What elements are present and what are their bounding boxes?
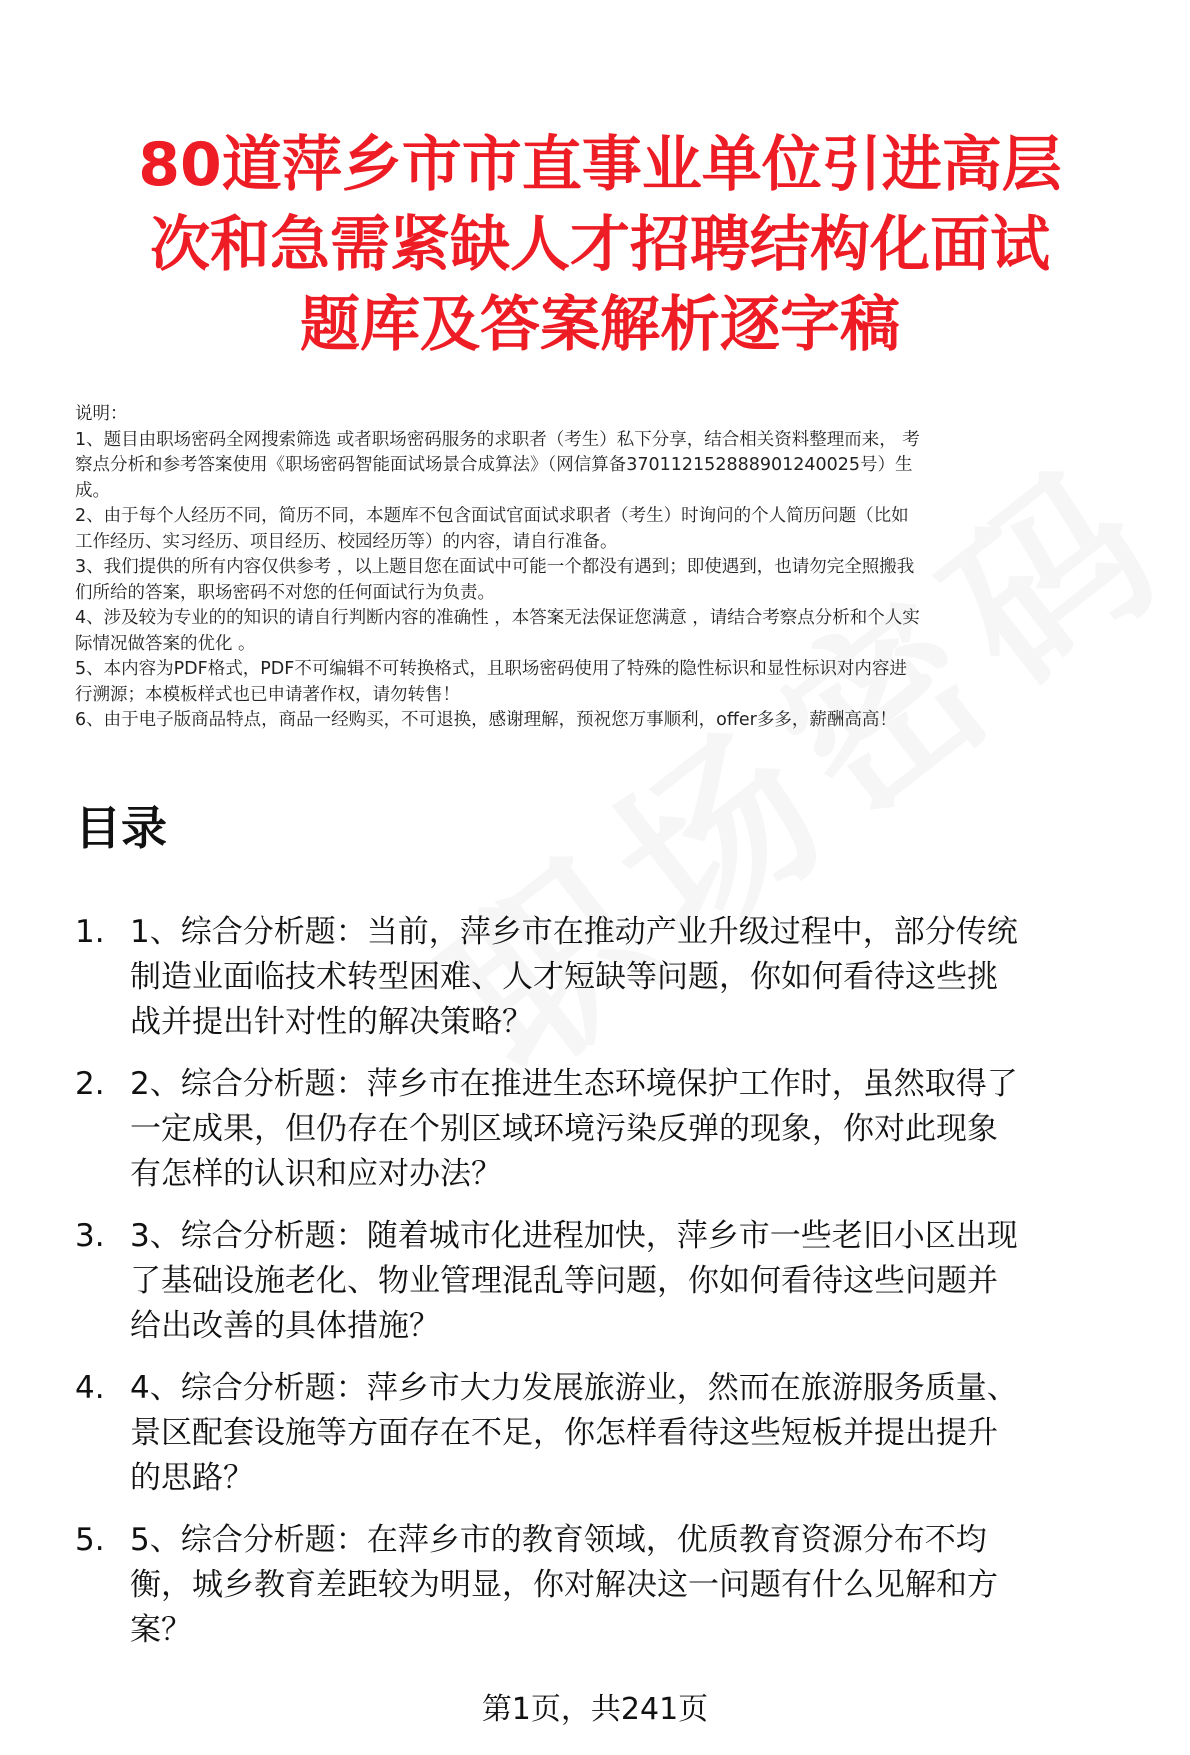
- notes-line: 2、由于每个人经历不同，简历不同，本题库不包含面试官面试求职者（考生）时询问的个人简历问题（比如: [75, 506, 909, 526]
- notes-line: 说明：: [75, 404, 128, 424]
- toc-item-line: 1、综合分析题：当前，萍乡市在推动产业升级过程中，部分传统: [130, 914, 1018, 950]
- toc-item[interactable]: [75, 1518, 1175, 1653]
- toc-item-line: 衡，城乡教育差距较为明显，你对解决这一问题有什么见解和方: [130, 1567, 998, 1603]
- notes-line: 4、涉及较为专业的的知识的请自行判断内容的准确性 ，本答案无法保证您满意 ，请结合考察点分析和个人实: [75, 608, 920, 628]
- toc-item-line: 2、综合分析题：萍乡市在推进生态环境保护工作时，虽然取得了: [130, 1066, 1018, 1102]
- notes-line: 5、本内容为PDF格式，PDF不可编辑不可转换格式，且职场密码使用了特殊的隐性标识和显性标识对内容进: [75, 659, 907, 679]
- notes-line: 工作经历、实习经历、项目经历、校园经历等）的内容，请自行准备。: [75, 531, 618, 552]
- toc-item[interactable]: [75, 910, 1175, 1045]
- notes-line: 3、我们提供的所有内容仅供参考 ，以上题目您在面试中可能一个都没有遇到；即使遇到，也请勿完全照搬我: [75, 557, 915, 577]
- toc-item-line: 4、综合分析题：萍乡市大力发展旅游业，然而在旅游服务质量、: [130, 1370, 1018, 1406]
- toc-item-line: 有怎样的认识和应对办法？: [130, 1156, 502, 1192]
- title-line: 次和急需紧缺人才招聘结构化面试: [150, 210, 1050, 280]
- toc-item-number: 3.: [75, 1218, 105, 1254]
- table-of-contents: [75, 910, 1175, 1670]
- toc-item-line: 制造业面临技术转型困难、人才短缺等问题，你如何看待这些挑: [130, 959, 998, 995]
- toc-item-number: 5.: [75, 1522, 105, 1558]
- notes-line: 际情况做答案的优化 。: [75, 633, 256, 654]
- toc-item-number: 2.: [75, 1066, 105, 1102]
- toc-item-line: 5、综合分析题：在萍乡市的教育领域，优质教育资源分布不均: [130, 1522, 987, 1558]
- toc-item-line: 的思路？: [130, 1460, 254, 1496]
- page-footer: 第1页，共241页: [481, 1692, 709, 1727]
- notes-line: 们所给的答案，职场密码不对您的任何面试行为负责。: [75, 582, 495, 603]
- toc-item-line: 了基础设施老化、物业管理混乱等问题，你如何看待这些问题并: [130, 1263, 998, 1299]
- toc-item-line: 景区配套设施等方面存在不足，你怎样看待这些短板并提出提升: [130, 1415, 998, 1451]
- toc-item-number: 4.: [75, 1370, 105, 1406]
- toc-item-line: 3、综合分析题：随着城市化进程加快，萍乡市一些老旧小区出现: [130, 1218, 1018, 1254]
- notes-section: [75, 402, 1135, 734]
- title-line: 80道萍乡市市直事业单位引进高层: [138, 130, 1062, 200]
- document-title: [95, 125, 1105, 365]
- toc-item[interactable]: [75, 1062, 1175, 1197]
- notes-line: 成。: [75, 480, 110, 501]
- toc-item-number: 1.: [75, 914, 105, 950]
- notes-line: 行溯源；本模板样式也已申请著作权，请勿转售！: [75, 684, 460, 705]
- toc-item-line: 案？: [130, 1612, 192, 1648]
- title-line: 题库及答案解析逐字稿: [300, 290, 900, 360]
- toc-heading: 目录: [75, 801, 167, 855]
- notes-line: 1、题目由职场密码全网搜索筛选 或者职场密码服务的求职者（考生）私下分享，结合相关资料整理而来， 考: [75, 429, 920, 450]
- toc-item-line: 给出改善的具体措施？: [130, 1308, 440, 1344]
- toc-item[interactable]: [75, 1366, 1175, 1501]
- toc-item-line: 战并提出针对性的解决策略？: [130, 1004, 533, 1040]
- notes-line: 6、由于电子版商品特点，商品一经购买，不可退换，感谢理解，预祝您万事顺利，offer多多，薪酬高高！: [75, 710, 897, 730]
- toc-item-line: 一定成果，但仍存在个别区域环境污染反弹的现象，你对此现象: [130, 1111, 998, 1147]
- toc-item[interactable]: [75, 1214, 1175, 1349]
- notes-line: 察点分析和参考答案使用《职场密码智能面试场景合成算法》（网信算备370112152888901240025号）生: [75, 455, 913, 475]
